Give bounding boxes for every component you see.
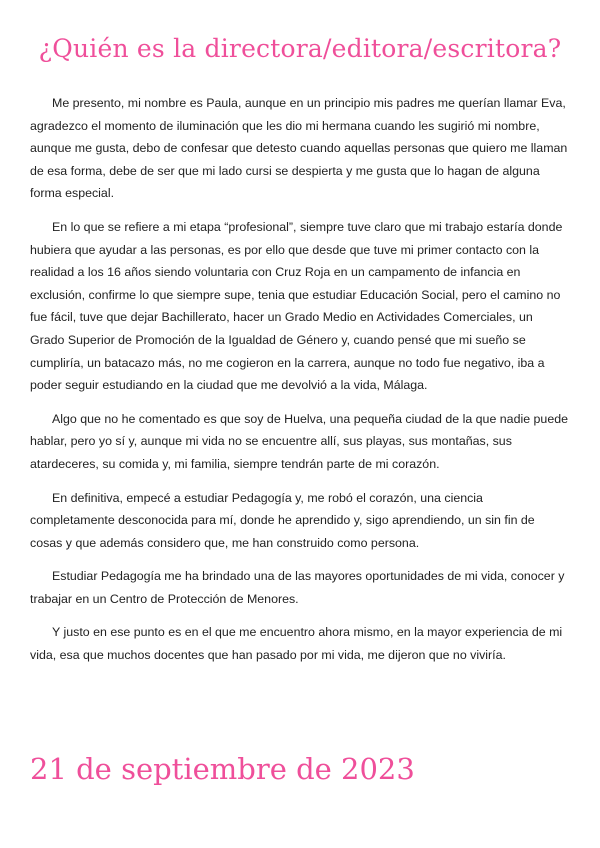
paragraph-huelva: Algo que no he comentado es que soy de Huelva, una pequeña ciudad de la que nadie puede hablar, pero yo sí y, aunque mi vida no se encuentre allí, sus playas, sus montañas, sus atardeceres, su comida y, mi familia, siempre tendrán parte de mi corazón.	[30, 411, 568, 471]
paragraph-intro: Me presento, mi nombre es Paula, aunque en un principio mis padres me querían llamar Eva, agradezco el momento de iluminación que les dio mi hermana cuando les sugirió mi nombre, aunque me gusta, debo de confesar que detesto cuando aquellas personas que quiero me llaman de esa forma, debe de ser que mi lado cursi se despierta y me gusta que lo hagan de alguna forma especial.	[30, 96, 568, 201]
paragraph-pedagogy: En definitiva, empecé a estudiar Pedagogía y, me robó el corazón, una ciencia completamente desconocida para mí, donde he aprendido y, sigo aprendiendo, un sin fin de cosas y que además considero que, me han construido como persona.	[30, 490, 535, 550]
paragraph-present: Y justo en ese punto es en el que me encuentro ahora mismo, en la mayor experiencia de mi vida, esa que muchos docentes que han pasado por mi vida, me dijeron que no viviría.	[30, 625, 563, 663]
paragraph-opportunity: Estudiar Pedagogía me ha brindado una de las mayores oportunidades de mi vida, conocer y trabajar en un Centro de Protección de Menores.	[30, 569, 565, 606]
page-title: ¿Quién es la directora/editora/escritora?	[38, 34, 562, 63]
body-text	[30, 92, 570, 678]
paragraph-career: En lo que se refiere a mi etapa “profesional”, siempre tuve claro que mi trabajo estaría donde hubiera que ayudar a las personas, es por ello que desde que tuve mi primer contacto con la realidad a los 16 años siendo voluntaria con Cruz Roja en un campamento de infancia en exclusión, confirme lo que siempre supe, tenia que estudiar Educación Social, pero el camino no fue fácil, tuve que dejar Bachillerato, hacer un Grado Medio en Actividades Comerciales, un Grado Superior de Promoción de la Igualdad de Género y, cuando pensé que mi sueño se cumpliría, un batacazo más, no me cogieron en la carrera, aunque no todo fue negativo, iba a poder seguir estudiando en la ciudad que me devolvió a la vida, Málaga.	[30, 219, 563, 393]
document-date: 21 de septiembre de 2023	[30, 752, 415, 786]
